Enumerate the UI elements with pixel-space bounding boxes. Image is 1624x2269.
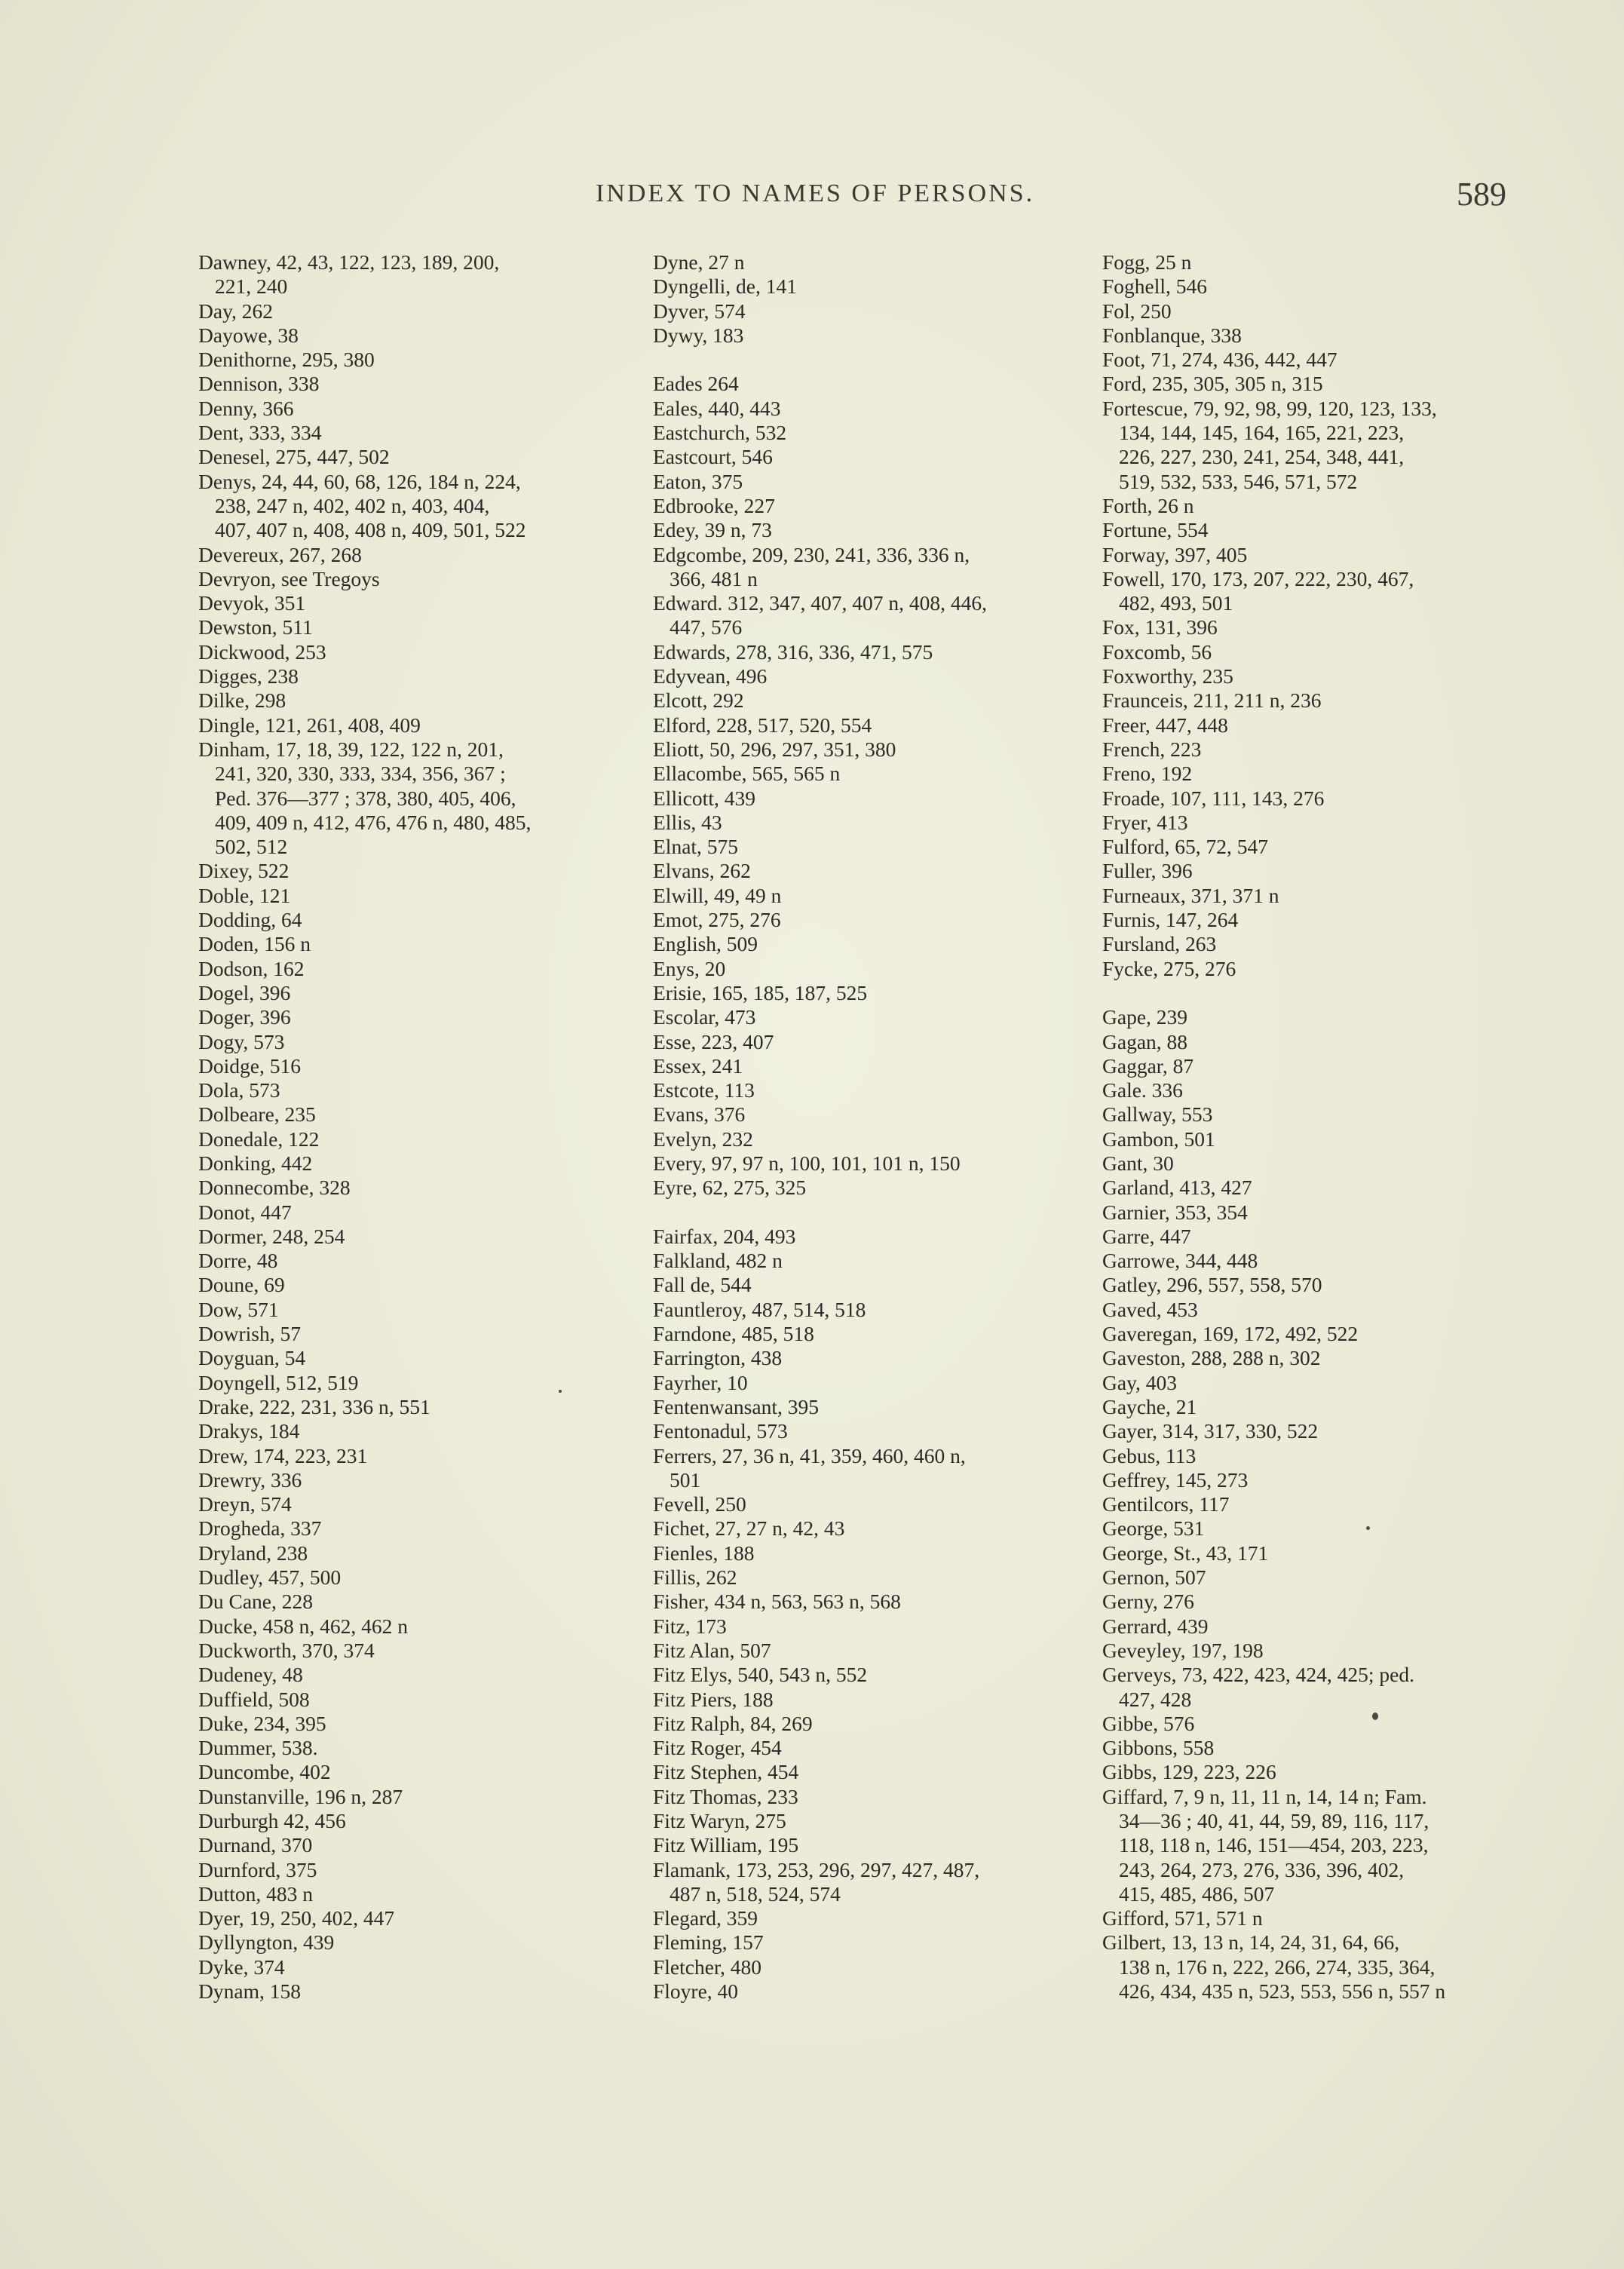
index-entry: Fletcher, 480: [653, 1955, 761, 1979]
index-entry: Donnecombe, 328: [198, 1176, 351, 1200]
index-entry: Ellicott, 439: [653, 786, 755, 810]
index-column-2: [653, 250, 1090, 2004]
index-entry: Gambon, 501: [1102, 1127, 1215, 1151]
index-entry: Digges, 238: [198, 664, 299, 688]
index-entry: Fitz Waryn, 275: [653, 1809, 786, 1832]
index-entry: Edwards, 278, 316, 336, 471, 575: [653, 639, 933, 664]
index-entry: Gibbons, 558: [1102, 1736, 1215, 1760]
index-entry-continuation: Ped. 376—377 ; 378, 380, 405, 406,: [215, 786, 516, 810]
index-entry: Doden, 156 n: [198, 932, 311, 956]
index-entry: Donedale, 122: [198, 1127, 320, 1151]
index-entry: Gayer, 314, 317, 330, 522: [1102, 1419, 1319, 1443]
index-entry-continuation: 482, 493, 501: [1119, 591, 1233, 615]
index-entry-continuation: 426, 434, 435 n, 523, 553, 556 n, 557 n: [1119, 1979, 1446, 2004]
index-entry: Drewry, 336: [198, 1467, 302, 1492]
index-entry: Falkland, 482 n: [653, 1249, 783, 1273]
index-entry: Denny, 366: [198, 396, 294, 420]
index-entry: Gibbe, 576: [1102, 1711, 1195, 1735]
index-entry: Gatley, 296, 557, 558, 570: [1102, 1273, 1322, 1297]
index-entry: Durburgh 42, 456: [198, 1809, 346, 1832]
index-entry: Devryon, see Tregoys: [198, 566, 380, 590]
index-entry: Dogel, 396: [198, 980, 291, 1004]
index-entry: Flamank, 173, 253, 296, 297, 427, 487,: [653, 1857, 980, 1881]
index-entry: Doyngell, 512, 519: [198, 1370, 359, 1394]
index-entry: Edward. 312, 347, 407, 407 n, 408, 446,: [653, 591, 988, 615]
index-entry: Fitz Ralph, 84, 269: [653, 1711, 813, 1735]
index-entry: Floyre, 40: [653, 1979, 739, 2004]
index-entry: Ford, 235, 305, 305 n, 315: [1102, 372, 1323, 396]
index-entry: Dawney, 42, 43, 122, 123, 189, 200,: [198, 250, 500, 274]
index-entry: Emot, 275, 276: [653, 908, 781, 932]
index-entry: Fairfax, 204, 493: [653, 1224, 796, 1248]
index-entry: Geveyley, 197, 198: [1102, 1638, 1264, 1662]
index-entry: Dormer, 248, 254: [198, 1224, 345, 1248]
index-entry: Furneaux, 371, 371 n: [1102, 883, 1279, 907]
index-entry: Gaveston, 288, 288 n, 302: [1102, 1346, 1321, 1370]
index-entry: Gant, 30: [1102, 1151, 1174, 1175]
index-entry: Fogg, 25 n: [1102, 250, 1192, 274]
index-entry: Dent, 333, 334: [198, 421, 322, 445]
index-entry: Duckworth, 370, 374: [198, 1638, 375, 1662]
index-entry: Devyok, 351: [198, 591, 306, 615]
index-entry: Dyllyngton, 439: [198, 1930, 335, 1955]
index-entry: Dowrish, 57: [198, 1322, 301, 1346]
index-entry: Dyer, 19, 250, 402, 447: [198, 1906, 395, 1930]
index-entry: Duke, 234, 395: [198, 1711, 326, 1735]
index-entry: Froade, 107, 111, 143, 276: [1102, 786, 1325, 810]
index-entry: Forway, 397, 405: [1102, 542, 1248, 566]
index-entry: George, St., 43, 171: [1102, 1541, 1269, 1565]
index-entry: Dyngelli, de, 141: [653, 274, 797, 299]
index-entry: Du Cane, 228: [198, 1590, 313, 1614]
index-entry-continuation: 241, 320, 330, 333, 334, 356, 367 ;: [215, 762, 506, 786]
index-entry: Dudeney, 48: [198, 1663, 303, 1687]
index-entry: Ellis, 43: [653, 810, 722, 834]
index-column-1: [198, 250, 620, 2004]
index-entry: Dreyn, 574: [198, 1492, 292, 1516]
index-entry: Doger, 396: [198, 1005, 291, 1029]
index-entry: Day, 262: [198, 299, 274, 323]
index-entry: Denesel, 275, 447, 502: [198, 445, 390, 469]
index-entry-continuation: 34—36 ; 40, 41, 44, 59, 89, 116, 117,: [1119, 1809, 1429, 1832]
index-entry: Esse, 223, 407: [653, 1029, 774, 1053]
index-entry: Gilbert, 13, 13 n, 14, 24, 31, 64, 66,: [1102, 1930, 1400, 1955]
index-entry-continuation: 238, 247 n, 402, 402 n, 403, 404,: [215, 493, 490, 517]
index-entry: Dyne, 27 n: [653, 250, 745, 274]
index-entry: Dow, 571: [198, 1297, 279, 1321]
index-entry: Ferrers, 27, 36 n, 41, 359, 460, 460 n,: [653, 1443, 966, 1467]
index-entry: Gentilcors, 117: [1102, 1492, 1230, 1516]
index-entry: Fentenwansant, 395: [653, 1394, 819, 1418]
index-entry: Eales, 440, 443: [653, 396, 781, 420]
index-entry: Freno, 192: [1102, 762, 1193, 786]
index-entry-continuation: 407, 407 n, 408, 408 n, 409, 501, 522: [215, 518, 526, 542]
index-entry: Estcote, 113: [653, 1078, 755, 1102]
index-entry: Fonblanque, 338: [1102, 323, 1242, 347]
section-gap: [653, 1200, 1090, 1225]
index-entry: Dynam, 158: [198, 1979, 301, 2004]
index-entry: Edgcombe, 209, 230, 241, 336, 336 n,: [653, 542, 970, 566]
index-entry: Fulford, 65, 72, 547: [1102, 835, 1268, 859]
index-entry: Gagan, 88: [1102, 1029, 1188, 1053]
page-number: 589: [1457, 176, 1506, 213]
index-entry: Gifford, 571, 571 n: [1102, 1906, 1263, 1930]
index-entry: Eastchurch, 532: [653, 421, 787, 445]
index-entry: Freer, 447, 448: [1102, 713, 1228, 737]
index-entry: Dayowe, 38: [198, 323, 299, 347]
ink-speck: [559, 1390, 562, 1393]
index-entry: Dogy, 573: [198, 1029, 285, 1053]
index-entry-continuation: 134, 144, 145, 164, 165, 221, 223,: [1119, 421, 1405, 445]
index-entry: Dolbeare, 235: [198, 1102, 316, 1127]
index-entry-continuation: 501: [670, 1467, 701, 1492]
index-entry: Evans, 376: [653, 1102, 746, 1127]
index-entry: Drogheda, 337: [198, 1516, 322, 1541]
index-entry-continuation: 138 n, 176 n, 222, 266, 274, 335, 364,: [1119, 1955, 1436, 1979]
index-entry: Gernon, 507: [1102, 1565, 1206, 1590]
index-entry: Garre, 447: [1102, 1224, 1191, 1248]
index-entry: Gay, 403: [1102, 1370, 1178, 1394]
index-entry: Erisie, 165, 185, 187, 525: [653, 980, 868, 1004]
index-entry: Dickwood, 253: [198, 639, 326, 664]
index-entry: Duncombe, 402: [198, 1760, 331, 1784]
index-entry: George, 531: [1102, 1516, 1205, 1541]
index-entry: Ducke, 458 n, 462, 462 n: [198, 1614, 409, 1638]
index-entry: Fuller, 396: [1102, 859, 1193, 883]
index-entry: Fitz Thomas, 233: [653, 1784, 798, 1808]
index-entry: Durnand, 370: [198, 1833, 313, 1857]
index-entry: Fitz, 173: [653, 1614, 727, 1638]
index-entry: Gebus, 113: [1102, 1443, 1197, 1467]
index-entry: Dingle, 121, 261, 408, 409: [198, 713, 421, 737]
index-entry: Dudley, 457, 500: [198, 1565, 342, 1590]
index-column-3: [1102, 250, 1524, 2004]
index-entry: Duffield, 508: [198, 1687, 310, 1711]
index-entry: Giffard, 7, 9 n, 11, 11 n, 14, 14 n; Fam.: [1102, 1784, 1427, 1808]
index-entry: Garrowe, 344, 448: [1102, 1249, 1258, 1273]
index-entry-continuation: 118, 118 n, 146, 151—454, 203, 223,: [1119, 1833, 1429, 1857]
index-entry: Fitz William, 195: [653, 1833, 799, 1857]
index-entry: Fillis, 262: [653, 1565, 737, 1590]
index-entry: Gale. 336: [1102, 1078, 1183, 1102]
index-entry: Gerrard, 439: [1102, 1614, 1209, 1638]
section-gap: [653, 348, 1090, 372]
index-entry: Fraunceis, 211, 211 n, 236: [1102, 688, 1322, 713]
index-entry: Durnford, 375: [198, 1857, 317, 1881]
index-entry: Furnis, 147, 264: [1102, 908, 1239, 932]
index-entry: Escolar, 473: [653, 1005, 756, 1029]
index-entry: Fayrher, 10: [653, 1370, 748, 1394]
index-entry: Dunstanville, 196 n, 287: [198, 1784, 403, 1808]
index-entry: Dixey, 522: [198, 859, 290, 883]
index-entry: Fall de, 544: [653, 1273, 752, 1297]
index-entry: Essex, 241: [653, 1053, 743, 1078]
index-entry: Elwill, 49, 49 n: [653, 883, 782, 907]
index-entry: Foxcomb, 56: [1102, 639, 1212, 664]
index-entry: Denys, 24, 44, 60, 68, 126, 184 n, 224,: [198, 469, 521, 493]
index-entry: Fryer, 413: [1102, 810, 1188, 834]
index-entry: Fycke, 275, 276: [1102, 956, 1236, 980]
index-entry: Dodding, 64: [198, 908, 302, 932]
index-entry: Dilke, 298: [198, 688, 286, 713]
index-entry: Eyre, 62, 275, 325: [653, 1176, 807, 1200]
index-entry: Gerveys, 73, 422, 423, 424, 425; ped.: [1102, 1663, 1414, 1687]
index-entry: Gaveregan, 169, 172, 492, 522: [1102, 1322, 1359, 1346]
index-entry: Edbrooke, 227: [653, 493, 775, 517]
index-entry: Dyke, 374: [198, 1955, 285, 1979]
index-entry: Foghell, 546: [1102, 274, 1208, 299]
index-entry: Gaggar, 87: [1102, 1053, 1194, 1078]
index-entry: Devereux, 267, 268: [198, 542, 362, 566]
index-entry: Fitz Roger, 454: [653, 1736, 782, 1760]
index-entry: Dyver, 574: [653, 299, 746, 323]
index-entry: Doyguan, 54: [198, 1346, 306, 1370]
index-entry: Garland, 413, 427: [1102, 1176, 1252, 1200]
index-entry: Elvans, 262: [653, 859, 751, 883]
index-entry: Gibbs, 129, 223, 226: [1102, 1760, 1276, 1784]
index-entry: Drew, 174, 223, 231: [198, 1443, 368, 1467]
index-entry: Dummer, 538.: [198, 1736, 318, 1760]
index-entry: Gaved, 453: [1102, 1297, 1198, 1321]
index-entry: Denithorne, 295, 380: [198, 348, 375, 372]
index-entry: Edey, 39 n, 73: [653, 518, 772, 542]
index-entry: Fisher, 434 n, 563, 563 n, 568: [653, 1590, 901, 1614]
index-entry: Drakys, 184: [198, 1419, 300, 1443]
index-entry: Drake, 222, 231, 336 n, 551: [198, 1394, 431, 1418]
index-entry: Fitz Stephen, 454: [653, 1760, 799, 1784]
index-entry: Fleming, 157: [653, 1930, 764, 1955]
index-entry: Foxworthy, 235: [1102, 664, 1233, 688]
index-entry: Elcott, 292: [653, 688, 744, 713]
index-entry: Elnat, 575: [653, 835, 739, 859]
index-entry: Eades 264: [653, 372, 739, 396]
index-entry: Fol, 250: [1102, 299, 1172, 323]
index-entry: Fichet, 27, 27 n, 42, 43: [653, 1516, 845, 1541]
page-title: INDEX TO NAMES OF PERSONS.: [596, 179, 1035, 207]
ink-speck: [1366, 1526, 1370, 1530]
index-entry: Forth, 26 n: [1102, 493, 1194, 517]
index-entry: Dorre, 48: [198, 1249, 278, 1273]
index-entry-continuation: 427, 428: [1119, 1687, 1192, 1711]
index-entry: Ellacombe, 565, 565 n: [653, 762, 841, 786]
index-entry: Dewston, 511: [198, 615, 313, 639]
index-entry: Foot, 71, 274, 436, 442, 447: [1102, 348, 1338, 372]
index-entry: Flegard, 359: [653, 1906, 758, 1930]
index-entry: Edyvean, 496: [653, 664, 768, 688]
index-entry: Eaton, 375: [653, 469, 743, 493]
index-entry: Dywy, 183: [653, 323, 744, 347]
index-entry: Gape, 239: [1102, 1005, 1188, 1029]
index-entry: Garnier, 353, 354: [1102, 1200, 1248, 1224]
index-entry: Fowell, 170, 173, 207, 222, 230, 467,: [1102, 566, 1414, 590]
index-entry: Dennison, 338: [198, 372, 320, 396]
index-entry: Fox, 131, 396: [1102, 615, 1218, 639]
index-entry: Farrington, 438: [653, 1346, 783, 1370]
index-entry-continuation: 243, 264, 273, 276, 336, 396, 402,: [1119, 1857, 1405, 1881]
index-entry: Evelyn, 232: [653, 1127, 753, 1151]
index-entry: Doune, 69: [198, 1273, 285, 1297]
index-entry: Fortune, 554: [1102, 518, 1209, 542]
index-entry: Dinham, 17, 18, 39, 122, 122 n, 201,: [198, 737, 504, 761]
index-entry: Doble, 121: [198, 883, 291, 907]
index-entry: Fienles, 188: [653, 1541, 755, 1565]
index-entry: Gallway, 553: [1102, 1102, 1213, 1127]
index-entry-continuation: 221, 240: [215, 274, 288, 299]
index-entry-continuation: 415, 485, 486, 507: [1119, 1881, 1275, 1906]
index-entry: Gayche, 21: [1102, 1394, 1197, 1418]
index-entry-continuation: 409, 409 n, 412, 476, 476 n, 480, 485,: [215, 810, 532, 834]
index-entry: Geffrey, 145, 273: [1102, 1467, 1249, 1492]
index-entry: Farndone, 485, 518: [653, 1322, 814, 1346]
section-gap: [1102, 981, 1524, 1005]
index-entry: Dryland, 238: [198, 1541, 308, 1565]
index-entry: Dodson, 162: [198, 956, 305, 980]
index-entry: Doidge, 516: [198, 1053, 301, 1078]
index-entry-continuation: 487 n, 518, 524, 574: [670, 1881, 841, 1906]
index-entry-continuation: 519, 532, 533, 546, 571, 572: [1119, 469, 1358, 493]
index-entry: Donot, 447: [198, 1200, 292, 1224]
index-entry: Eliott, 50, 296, 297, 351, 380: [653, 737, 896, 761]
index-entry: Elford, 228, 517, 520, 554: [653, 713, 872, 737]
index-entry: Enys, 20: [653, 956, 726, 980]
index-entry: Fursland, 263: [1102, 932, 1217, 956]
index-entry: Fortescue, 79, 92, 98, 99, 120, 123, 133,: [1102, 396, 1437, 420]
index-entry: Fitz Alan, 507: [653, 1638, 771, 1662]
index-entry: Eastcourt, 546: [653, 445, 773, 469]
index-entry: French, 223: [1102, 737, 1202, 761]
index-entry-continuation: 226, 227, 230, 241, 254, 348, 441,: [1119, 445, 1405, 469]
index-entry: Gerny, 276: [1102, 1590, 1194, 1614]
index-entry: Dutton, 483 n: [198, 1881, 314, 1906]
index-entry: Dola, 573: [198, 1078, 280, 1102]
index-entry: Donking, 442: [198, 1151, 313, 1175]
index-entry: English, 509: [653, 932, 758, 956]
index-entry: Fitz Elys, 540, 543 n, 552: [653, 1663, 868, 1687]
index-entry: Fitz Piers, 188: [653, 1687, 774, 1711]
index-entry-continuation: 447, 576: [670, 615, 743, 639]
index-entry-continuation: 366, 481 n: [670, 566, 758, 590]
index-entry: Every, 97, 97 n, 100, 101, 101 n, 150: [653, 1151, 961, 1175]
index-entry-continuation: 502, 512: [215, 835, 288, 859]
index-entry: Fauntleroy, 487, 514, 518: [653, 1297, 866, 1321]
ink-speck: [1372, 1712, 1378, 1720]
index-entry: Fentonadul, 573: [653, 1419, 788, 1443]
index-entry: Fevell, 250: [653, 1492, 746, 1516]
